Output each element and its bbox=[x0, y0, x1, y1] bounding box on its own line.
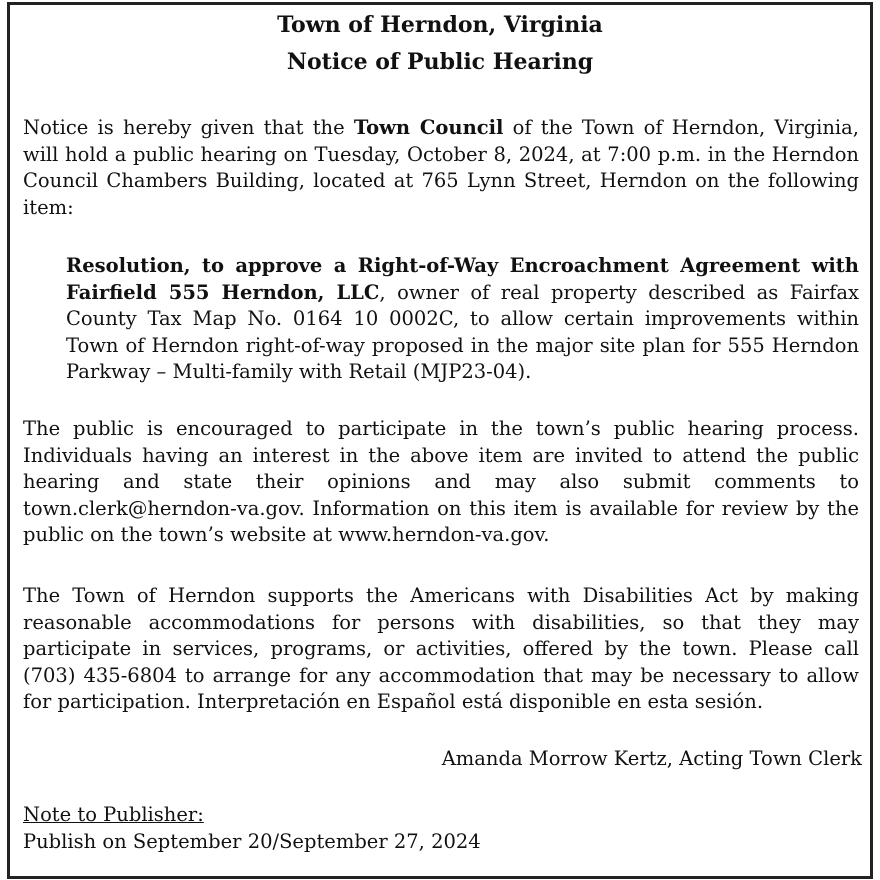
hearing-notice-paragraph bbox=[23, 115, 859, 221]
notice-town-council: Town Council bbox=[353, 116, 504, 139]
publisher-note-text: Publish on September 20/September 27, 2024 bbox=[23, 830, 481, 853]
page-title: Town of Herndon, Virginia bbox=[277, 12, 603, 38]
ada-paragraph: The Town of Herndon supports the Americans with Disabilities Act by making reasonable accommodations for persons with disabilities, so that they may participate in services, programs, or activities, offered by the town. Please call (703) 435-6804 to arrange for any accommodation that may be necessary to allow for participation. Interpretación en Español está disponible en esta sesión. bbox=[23, 584, 859, 713]
publisher-note bbox=[23, 801, 481, 855]
notice-frame bbox=[7, 2, 873, 879]
participation-paragraph: The public is encouraged to participate in the town’s public hearing process. Individuals having an interest in the above item are invited to attend the public hearing and state their opinions and may also submit comments to town.clerk@herndon-va.gov. Information on this item is available for review by the public on the town’s website at www.herndon-va.gov. bbox=[23, 417, 859, 546]
publisher-note-heading: Note to Publisher: bbox=[23, 803, 204, 826]
resolution-item bbox=[66, 253, 859, 386]
page-subtitle: Notice of Public Hearing bbox=[286, 49, 594, 75]
resolution-title: Resolution, to approve a Right-of-Way Encroachment Agreement with Fairfield 555 Herndon, LLC bbox=[66, 254, 859, 304]
notice-text-end: of the Town of Herndon, Virginia, will hold a public hearing on Tuesday, October 8, 2024, at 7:00 p.m. in the Herndon Council Chambers Building, located at 765 Lynn Street, Herndon on the following item: bbox=[23, 116, 859, 219]
resolution-description: , owner of real property described as Fairfax County Tax Map No. 0164 10 0002C, to allow certain improvements within Town of Herndon right-of-way proposed in the major site plan for 555 Herndon Parkway – Multi-family with Retail (MJP23-04). bbox=[66, 280, 859, 383]
notice-text-start: Notice is hereby given that the bbox=[23, 116, 354, 139]
clerk-signature: Amanda Morrow Kertz, Acting Town Clerk bbox=[441, 747, 862, 770]
